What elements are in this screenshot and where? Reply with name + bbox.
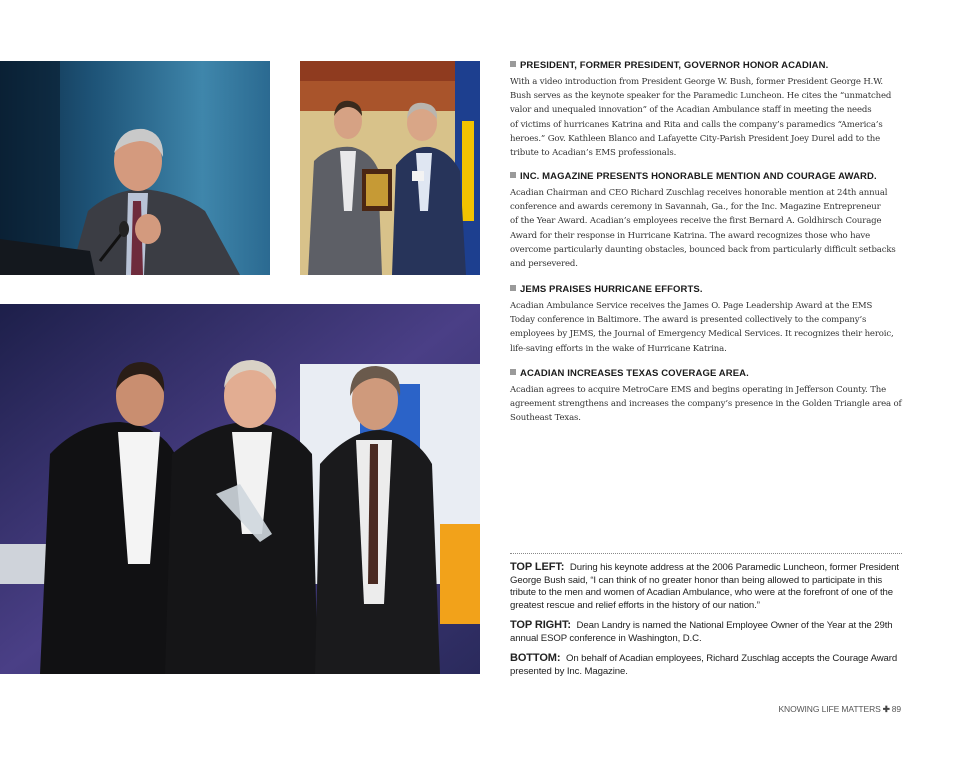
article-body: With a video introduction from President George W. Bush, former President George H.W. Bush serves as the keynote speaker for the Paramedic Luncheon. He cites the “unmatched valor and unequaled innovation” of the Acadian Ambulance staff in meeting the needs of victims of hurricanes Katrina and Rita and calls the company’s paramedics “America’s heroes.” Gov. Kathleen Blanco and Lafayette City-Parish President Joey Durel add to the tribute to Acadian’s EMS professionals. [510, 77, 892, 159]
footer-tagline: KNOWING LIFE MATTERS [778, 704, 881, 714]
page-footer [778, 704, 901, 715]
page-number: 89 [891, 704, 901, 714]
photo-top-right [300, 61, 480, 275]
article-heading: ACADIAN INCREASES TEXAS COVERAGE AREA. [510, 368, 902, 379]
article-heading: PRESIDENT, FORMER PRESIDENT, GOVERNOR HONOR ACADIAN. [510, 60, 902, 71]
article-president-honor [510, 60, 902, 160]
caption-bottom: BOTTOM: On behalf of Acadian employees, Richard Zuschlag accepts the Courage Award presented by Inc. Magazine. [510, 652, 898, 677]
square-bullet-icon [510, 285, 516, 291]
article-body: Acadian Chairman and CEO Richard Zuschlag receives honorable mention at 24th annual conference and awards ceremony in Savannah, Ga., for the Inc. Magazine Entrepreneur of the Year Award. Acadian’s employees receive the first Bernard A. Goldhirsch Courage Award for their response in Hurricane Katrina. The award recognizes those who have overcome particularly daunting obstacles, bounced back from particularly difficult setbacks and persevered. [510, 188, 896, 270]
square-bullet-icon [510, 61, 516, 67]
article-heading: JEMS PRAISES HURRICANE EFFORTS. [510, 284, 902, 295]
article-heading: INC. MAGAZINE PRESENTS HONORABLE MENTION AND COURAGE AWARD. [510, 171, 902, 182]
photo-top-left [0, 61, 270, 275]
caption-divider [510, 553, 902, 554]
square-bullet-icon [510, 369, 516, 375]
article-body: Acadian agrees to acquire MetroCare EMS and begins operating in Jefferson County. The agreement strengthens and increases the company’s presence in the Golden Triangle area of Southeast Texas. [510, 385, 902, 424]
photo-bottom [0, 304, 480, 674]
square-bullet-icon [510, 172, 516, 178]
article-texas-coverage [510, 368, 902, 426]
article-inc-magazine [510, 171, 902, 271]
article-jems [510, 284, 902, 356]
caption-top-right: TOP RIGHT: Dean Landry is named the National Employee Owner of the Year at the 29th annual ESOP conference in Washington, D.C. [510, 619, 893, 644]
caption-top-left: TOP LEFT: During his keynote address at the 2006 Paramedic Luncheon, former President George Bush said, “I can think of no greater honor than being allowed to participate in this tribute to the men and women of Acadian Ambulance, who were at the forefront of one of the greatest rescue and relief efforts in the history of our nation.” [510, 561, 899, 611]
cross-icon: ✚ [882, 704, 890, 714]
article-body: Acadian Ambulance Service receives the James O. Page Leadership Award at the EMS Today conference in Baltimore. The award is presented collectively to the company’s employees by JEMS, the Journal of Emergency Medical Services. It recognizes their heroic, life-saving efforts in the wake of Hurricane Katrina. [510, 301, 894, 354]
